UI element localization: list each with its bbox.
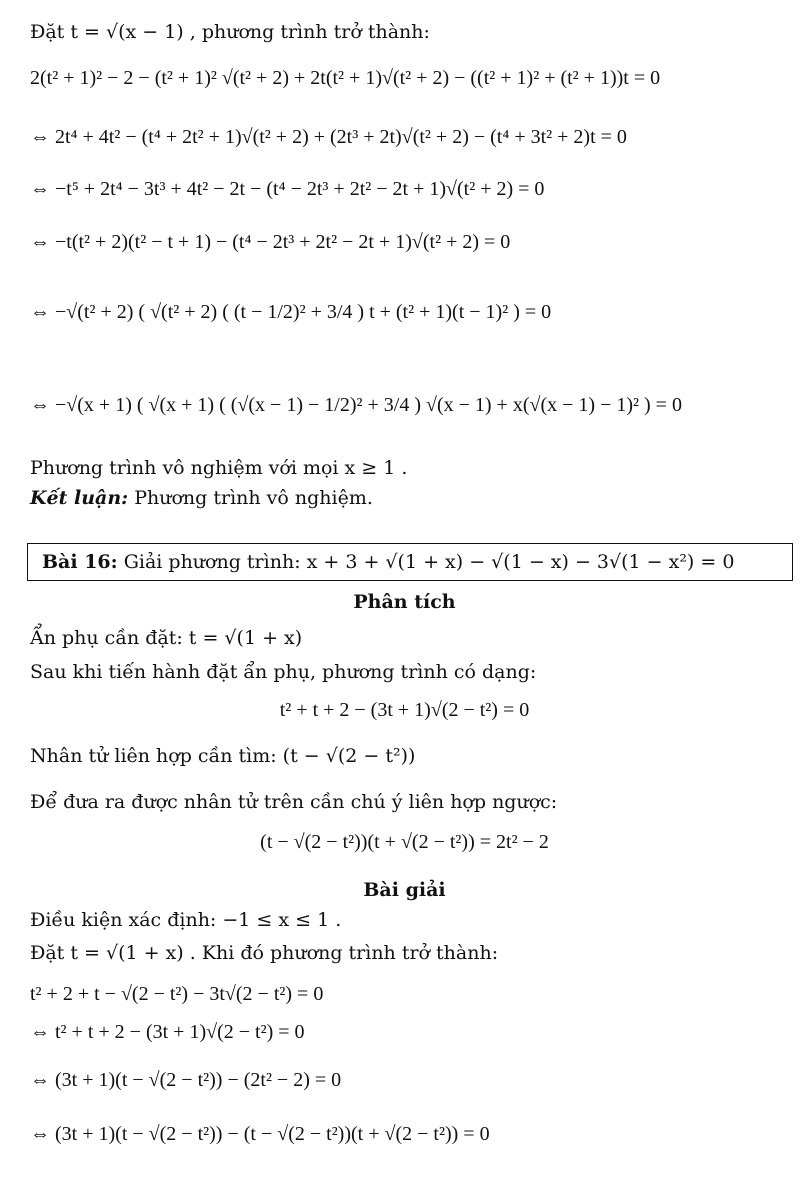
problem-label: Bài 16: — [42, 551, 118, 573]
conclusion-label: Kết luận: — [30, 487, 129, 509]
problem-text: Giải phương trình: x + 3 + √(1 + x) − √(1 − x) − 3√(1 − x²) = 0 — [117, 551, 735, 573]
solution-heading: Bài giải — [363, 879, 446, 901]
equation-line: (t − √(2 − t²))(t + √(2 − t²)) = 2t² − 2 — [260, 831, 549, 853]
domain-condition: Điều kiện xác định: −1 ≤ x ≤ 1 . — [30, 909, 342, 931]
problem-box — [27, 543, 793, 581]
analysis-heading: Phân tích — [353, 591, 456, 613]
analysis-substitution: Ẩn phụ cần đặt: t = √(1 + x) — [30, 627, 303, 649]
equation-line: ⇔ −√(x + 1) ( √(x + 1) ( (√(x − 1) − 1/2)² + 3/4 ) √(x − 1) + x(√(x − 1) − 1)² ) = 0 — [30, 394, 682, 416]
conclusion-text: Phương trình vô nghiệm. — [128, 487, 373, 509]
analysis-text: Để đưa ra được nhân tử trên cần chú ý liên hợp ngược: — [30, 791, 558, 813]
equation-line: t² + t + 2 − (3t + 1)√(2 − t²) = 0 — [279, 699, 530, 721]
no-solution-statement: Phương trình vô nghiệm với mọi x ≥ 1 . — [30, 457, 408, 479]
equation-line: ⇔ −t(t² + 2)(t² − t + 1) − (t⁴ − 2t³ + 2t² − 2t + 1)√(t² + 2) = 0 — [30, 231, 511, 253]
equation-line: ⇔ −t⁵ + 2t⁴ − 3t³ + 4t² − 2t − (t⁴ − 2t³ + 2t² − 2t + 1)√(t² + 2) = 0 — [30, 178, 545, 200]
equation-line: ⇔ (3t + 1)(t − √(2 − t²)) − (t − √(2 − t²))(t + √(2 − t²)) = 0 — [30, 1123, 490, 1145]
analysis-text: Nhân tử liên hợp cần tìm: (t − √(2 − t²)) — [30, 745, 416, 767]
equation-line: ⇔ −√(t² + 2) ( √(t² + 2) ( (t − 1/2)² + 3/4 ) t + (t² + 1)(t − 1)² ) = 0 — [30, 301, 552, 323]
conclusion — [30, 486, 799, 510]
equation-line: t² + 2 + t − √(2 − t²) − 3t√(2 − t²) = 0 — [30, 983, 324, 1005]
equation-line: ⇔ 2t⁴ + 4t² − (t⁴ + 2t² + 1)√(t² + 2) + (2t³ + 2t)√(t² + 2) − (t⁴ + 3t² + 2)t = 0 — [30, 126, 627, 148]
equation-line: ⇔ t² + t + 2 − (3t + 1)√(2 − t²) = 0 — [30, 1021, 305, 1043]
equation-line: ⇔ (3t + 1)(t − √(2 − t²)) − (2t² − 2) = 0 — [30, 1069, 342, 1091]
analysis-text: Sau khi tiến hành đặt ẩn phụ, phương trình có dạng: — [30, 661, 537, 683]
equation-line: 2(t² + 1)² − 2 − (t² + 1)² √(t² + 2) + 2t(t² + 1)√(t² + 2) − ((t² + 1)² + (t² + 1))t = 0 — [30, 67, 661, 89]
substitution-intro: Đặt t = √(x − 1) , phương trình trở thành: — [30, 21, 430, 43]
solution-substitution: Đặt t = √(1 + x) . Khi đó phương trình trở thành: — [30, 942, 499, 964]
